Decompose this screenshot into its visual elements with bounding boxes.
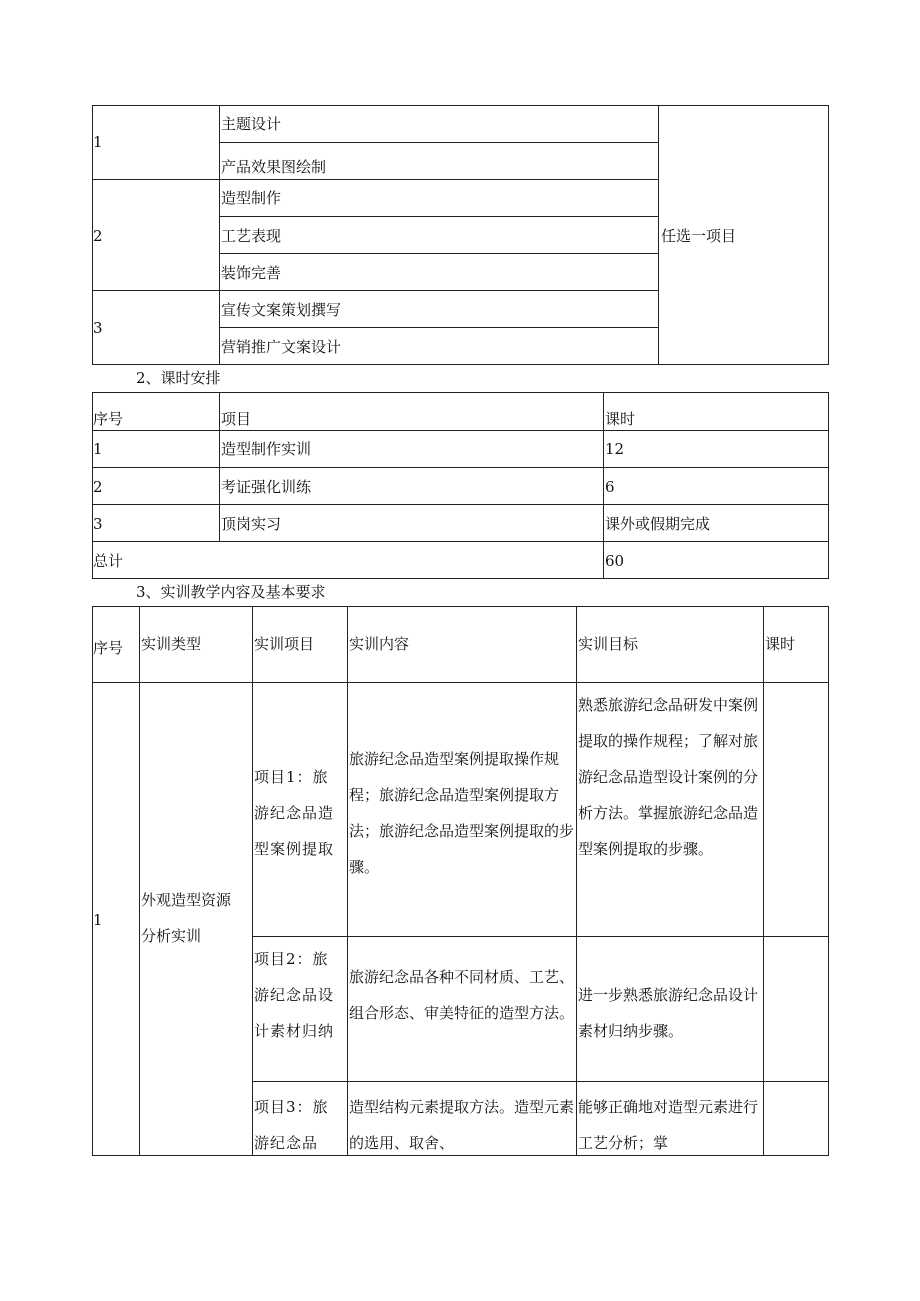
- table-cell: 1: [93, 440, 103, 458]
- training-type: 外观造型资源分析实训: [141, 891, 232, 945]
- project-content: 旅游纪念品造型案例提取操作规程；旅游纪念品造型案例提取方法；旅游纪念品造型案例提取的步骤。: [349, 750, 575, 876]
- selection-note: 任选一项目: [661, 227, 737, 245]
- row-number: 1: [93, 911, 103, 929]
- table-cell: 考证强化训练: [221, 478, 312, 496]
- table-cell: 顶岗实习: [221, 515, 282, 533]
- task-item: 主题设计: [221, 115, 282, 133]
- column-header-hours: 课时: [605, 410, 636, 428]
- column-header-number: 序号: [93, 639, 124, 657]
- column-header-hours: 课时: [765, 635, 796, 653]
- group-number-3: 3: [93, 319, 103, 337]
- project-name: 项目3：旅游纪念品: [254, 1098, 329, 1152]
- column-header-goal: 实训目标: [578, 635, 639, 653]
- total-value: 60: [605, 552, 625, 570]
- total-label: 总计: [93, 552, 124, 570]
- project-goal: 能够正确地对造型元素进行工艺分析；掌: [578, 1098, 759, 1152]
- group-number-1: 1: [93, 133, 103, 151]
- table-cell: 造型制作实训: [221, 440, 312, 458]
- table-cell: 12: [605, 440, 625, 458]
- project-name: 项目2：旅游纪念品设计素材归纳: [254, 950, 335, 1040]
- task-item: 宣传文案策划撰写: [221, 301, 342, 319]
- project-content: 旅游纪念品各种不同材质、工艺、组合形态、审美特征的造型方法。: [349, 968, 575, 1022]
- project-goal: 进一步熟悉旅游纪念品设计素材归纳步骤。: [578, 986, 759, 1040]
- column-header-project: 项目: [221, 410, 252, 428]
- column-header-type: 实训类型: [141, 635, 202, 653]
- column-header-number: 序号: [93, 410, 124, 428]
- task-item: 营销推广文案设计: [221, 338, 342, 356]
- project-content: 造型结构元素提取方法。造型元素的选用、取舍、: [349, 1098, 575, 1152]
- task-item: 装饰完善: [221, 264, 282, 282]
- project-goal: 熟悉旅游纪念品研发中案例提取的操作规程；了解对旅游纪念品造型设计案例的分析方法。掌握旅游纪念品造型案例提取的步骤。: [578, 696, 759, 858]
- task-item: 工艺表现: [221, 227, 282, 245]
- table-cell: 课外或假期完成: [605, 515, 711, 533]
- table-cell: 3: [93, 515, 103, 533]
- task-item: 造型制作: [221, 189, 282, 207]
- section-heading-content: 3、实训教学内容及基本要求: [136, 583, 326, 601]
- column-header-content: 实训内容: [349, 635, 410, 653]
- table-cell: 6: [605, 478, 615, 496]
- section-heading-schedule: 2、课时安排: [136, 369, 221, 387]
- task-item: 产品效果图绘制: [221, 158, 327, 176]
- table-cell: 2: [93, 478, 103, 496]
- project-name: 项目1：旅游纪念品造型案例提取: [254, 768, 335, 858]
- column-header-project: 实训项目: [254, 635, 315, 653]
- group-number-2: 2: [93, 227, 103, 245]
